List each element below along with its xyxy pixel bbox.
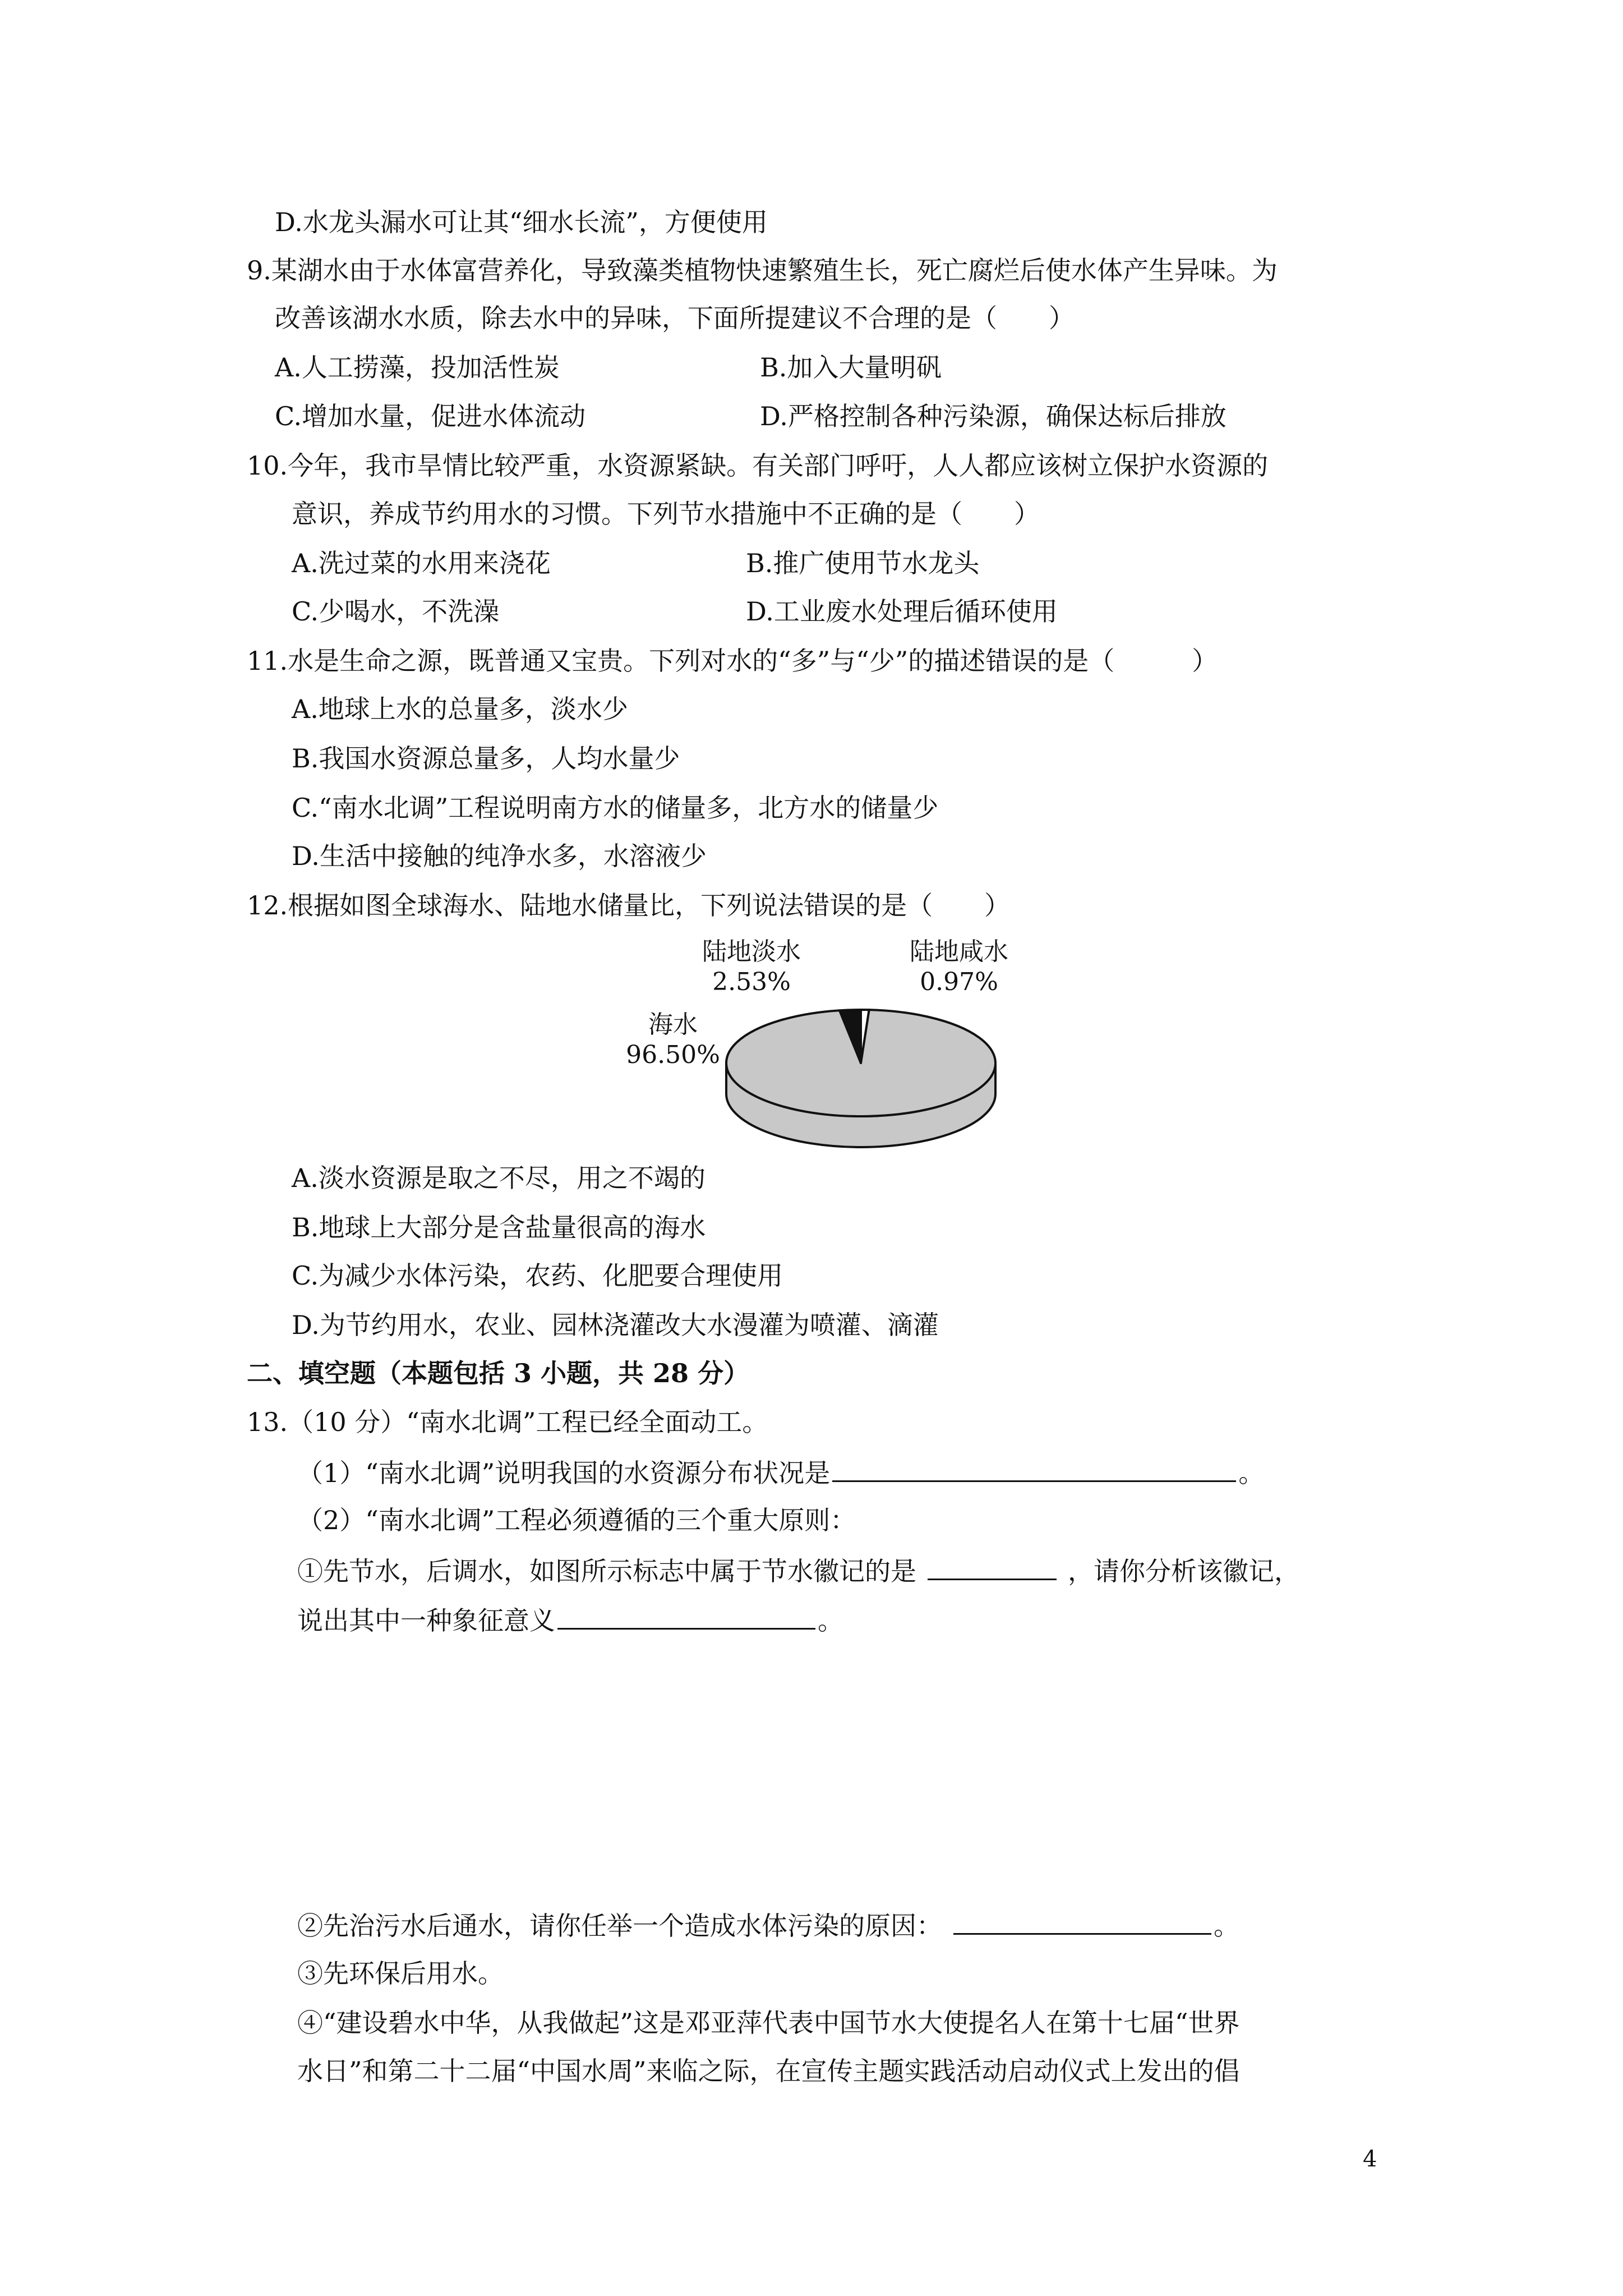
q10-stem: 10.今年，我市旱情比较严重，水资源紧缺。有关部门呼吁，人人都应该树立保护水资源的 bbox=[247, 450, 1269, 481]
q13-part2c: ③先环保后用水。 bbox=[297, 1958, 504, 1989]
q9-stem: 9.某湖水由于水体富营养化，导致藻类植物快速繁殖生长，死亡腐烂后使水体产生异味。为 bbox=[247, 255, 1278, 286]
pie-chart bbox=[718, 987, 1009, 1172]
q13-part2a-cont-end: 。 bbox=[818, 1605, 843, 1636]
q13-part2b-text: ②先治污水后通水，请你任举一个造成水体污染的原因： bbox=[297, 1911, 942, 1941]
q11-option-b: B.我国水资源总量多，人均水量少 bbox=[292, 743, 680, 774]
q13-part2a-cont-text: 说出其中一种象征意义 bbox=[297, 1605, 555, 1636]
q13-part1 bbox=[297, 1455, 1264, 1490]
pie-label-sea bbox=[617, 1010, 729, 1070]
page-number: 4 bbox=[1363, 2146, 1377, 2172]
q9-option-b: B.加入大量明矾 bbox=[760, 352, 942, 383]
q9-option-d: D.严格控制各种污染源，确保达标后排放 bbox=[760, 401, 1227, 431]
q11-option-d: D.生活中接触的纯净水多，水溶液少 bbox=[292, 841, 707, 871]
q11-stem: 11.水是生命之源，既普通又宝贵。下列对水的“多”与“少”的描述错误的是（ ） bbox=[247, 646, 1218, 676]
q8-option-d: D.水龙头漏水可让其“细水长流”，方便使用 bbox=[275, 207, 768, 237]
q13-part2a-text: ①先节水，后调水，如图所示标志中属于节水徽记的是 bbox=[297, 1556, 916, 1586]
q13-part2d: ④“建设碧水中华，从我做起”这是邓亚萍代表中国节水大使提名人在第十七届“世界 bbox=[297, 2008, 1240, 2038]
q13-stem: 13.（10 分）“南水北调”工程已经全面动工。 bbox=[247, 1407, 768, 1437]
q13-part2a-answer-blank[interactable] bbox=[928, 1553, 1057, 1580]
q12-option-d: D.为节约用水，农业、园林浇灌改大水漫灌为喷灌、滴灌 bbox=[292, 1310, 939, 1340]
q13-part2b-answer-blank[interactable] bbox=[953, 1907, 1211, 1935]
q9-option-a: A.人工捞藻，投加活性炭 bbox=[275, 352, 560, 383]
q13-part2: （2）“南水北调”工程必须遵循的三个重大原则： bbox=[297, 1505, 856, 1535]
q13-part1-text: （1）“南水北调”说明我国的水资源分布状况是 bbox=[297, 1458, 831, 1488]
section-2-heading: 二、填空题（本题包括 3 小题，共 28 分） bbox=[247, 1358, 750, 1388]
q12-option-a: A.淡水资源是取之不尽，用之不竭的 bbox=[292, 1163, 706, 1193]
q13-part2a bbox=[297, 1553, 1300, 1588]
q9-stem-cont: 改善该湖水水质，除去水中的异味，下面所提建议不合理的是（ ） bbox=[275, 303, 1075, 333]
q10-option-b: B.推广使用节水龙头 bbox=[746, 548, 980, 578]
q10-option-c: C.少喝水，不洗澡 bbox=[292, 596, 500, 627]
q13-part2b-end: 。 bbox=[1214, 1911, 1239, 1941]
q13-part1-end: 。 bbox=[1238, 1458, 1265, 1488]
pie-label-fresh-name: 陆地淡水 bbox=[702, 937, 801, 966]
q9-option-c: C.增加水量，促进水体流动 bbox=[275, 401, 586, 431]
q11-option-c: C.“南水北调”工程说明南方水的储量多，北方水的储量少 bbox=[292, 793, 939, 823]
q13-part2a-mid: ，请你分析该徽记， bbox=[1068, 1556, 1300, 1586]
q11-option-a: A.地球上水的总量多，淡水少 bbox=[292, 694, 628, 724]
pie-label-salt-name: 陆地咸水 bbox=[910, 937, 1008, 966]
q10-stem-cont: 意识，养成节约用水的习惯。下列节水措施中不正确的是（ ） bbox=[292, 499, 1040, 529]
q10-option-a: A.洗过菜的水用来浇花 bbox=[292, 548, 551, 578]
q13-part2d-cont: 水日”和第二十二届“中国水周”来临之际，在宣传主题实践活动启动仪式上发出的倡 bbox=[297, 2056, 1240, 2086]
q13-part2a-meaning-blank[interactable] bbox=[557, 1602, 815, 1630]
q12-stem: 12.根据如图全球海水、陆地水储量比，下列说法错误的是（ ） bbox=[247, 890, 1011, 921]
pie-label-sea-name: 海水 bbox=[648, 1010, 698, 1039]
q12-option-c: C.为减少水体污染，农药、化肥要合理使用 bbox=[292, 1260, 783, 1291]
pie-label-salt-value: 0.97% bbox=[920, 968, 998, 996]
q13-part2b bbox=[297, 1907, 1239, 1943]
pie-label-sea-value: 96.50% bbox=[626, 1041, 720, 1069]
q13-part1-answer-blank[interactable] bbox=[832, 1455, 1236, 1482]
q12-option-b: B.地球上大部分是含盐量很高的海水 bbox=[292, 1212, 706, 1243]
pie-label-fresh-value: 2.53% bbox=[712, 968, 791, 996]
q10-option-d: D.工业废水处理后循环使用 bbox=[746, 596, 1058, 627]
q13-part2a-cont bbox=[297, 1602, 843, 1637]
